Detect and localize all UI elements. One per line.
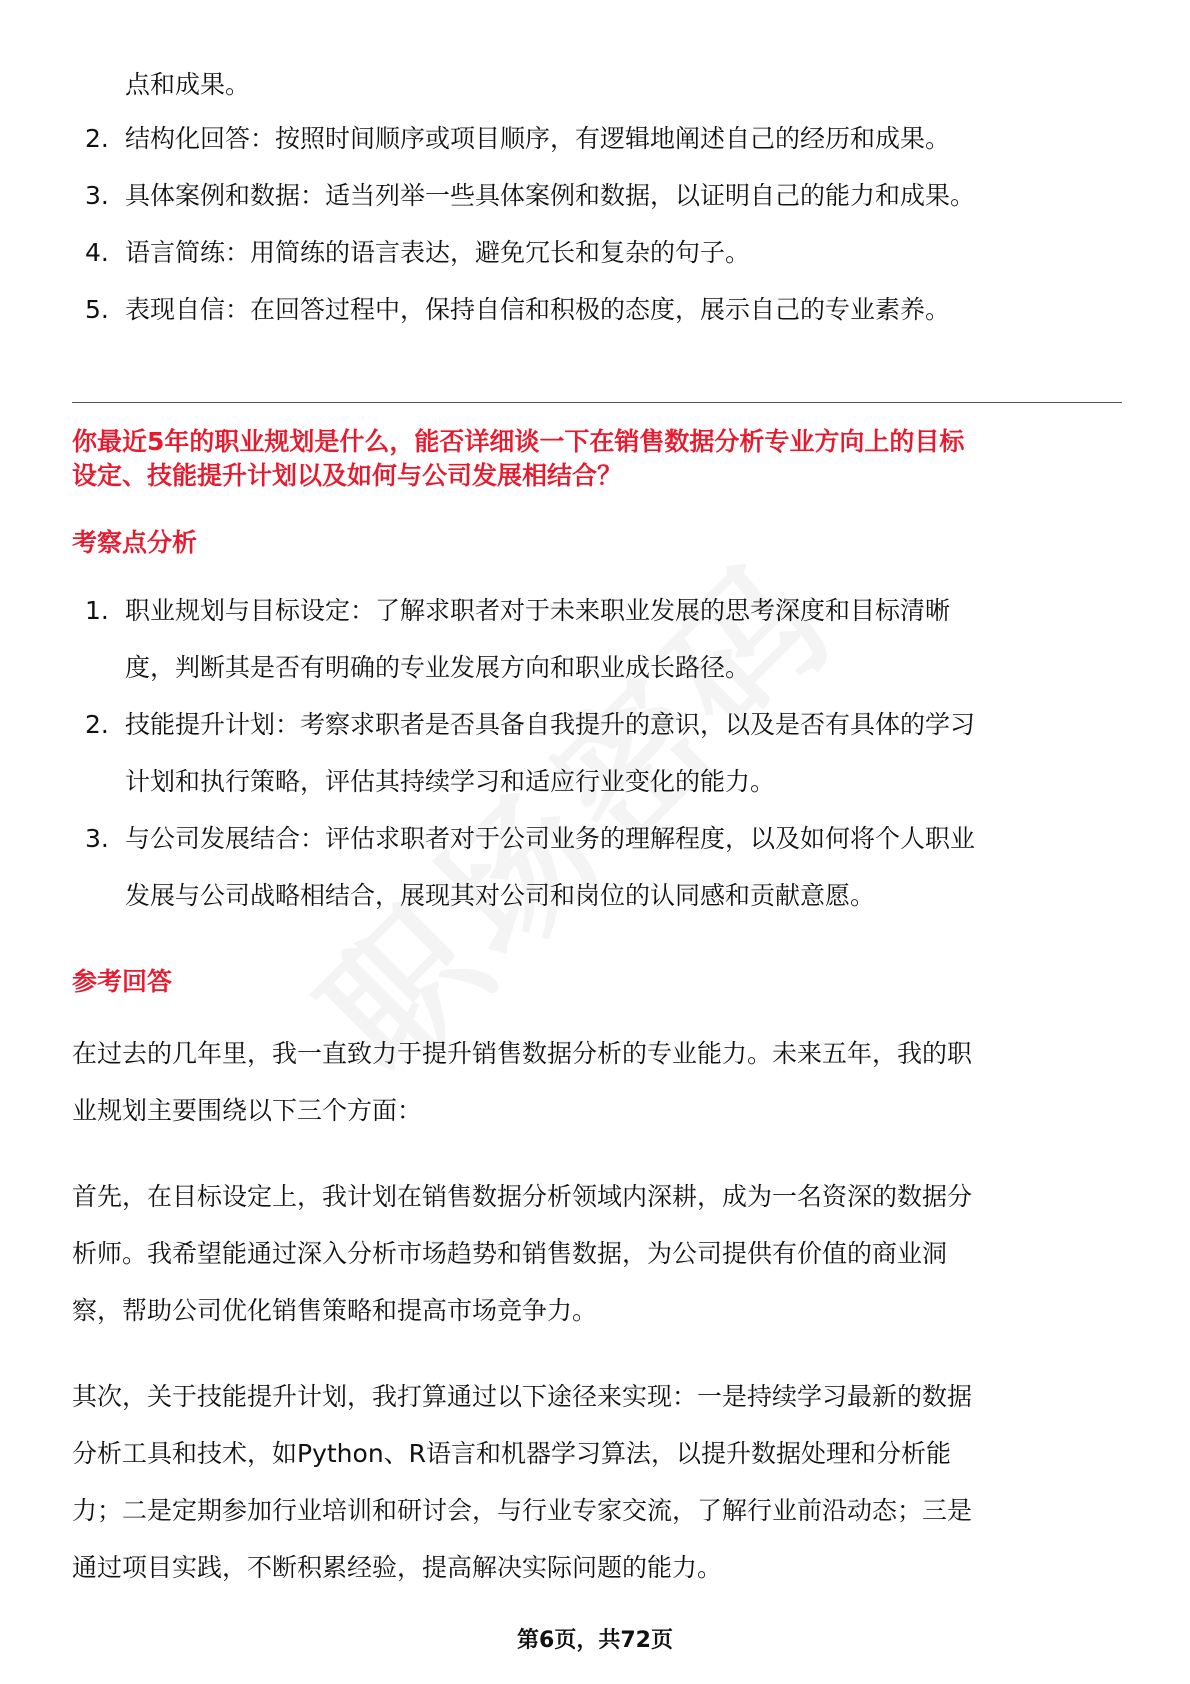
tips-list: [0, 110, 1190, 338]
list-item: [0, 810, 1190, 924]
list-number: 2.: [85, 710, 109, 739]
answer-paragraph: [72, 1025, 1122, 1139]
question-heading: [72, 425, 1132, 493]
paragraph-line: 力；二是定期参加行业培训和研讨会，与行业专家交流，了解行业前沿动态；三是: [72, 1496, 973, 1525]
page-footer: 第6页，共72页: [517, 1628, 673, 1653]
paragraph-line: 其次，关于技能提升计划，我打算通过以下途径来实现：一是持续学习最新的数据: [72, 1382, 973, 1411]
paragraph-line: 通过项目实践，不断积累经验，提高解决实际问题的能力。: [72, 1553, 723, 1582]
list-text: 技能提升计划：考察求职者是否具备自我提升的意识，以及是否有具体的学习: [125, 710, 976, 739]
list-text: 计划和执行策略，评估其持续学习和适应行业变化的能力。: [125, 767, 776, 796]
paragraph-line: 首先，在目标设定上，我计划在销售数据分析领域内深耕，成为一名资深的数据分: [72, 1182, 973, 1211]
list-text: 表现自信：在回答过程中，保持自信和积极的态度，展示自己的专业素养。: [125, 295, 951, 324]
list-number: 3.: [85, 181, 109, 210]
list-text: 度，判断其是否有明确的专业发展方向和职业成长路径。: [125, 653, 751, 682]
list-number: 3.: [85, 824, 109, 853]
answer-paragraph: [72, 1368, 1122, 1596]
list-text: 发展与公司战略相结合，展现其对公司和岗位的认同感和贡献意愿。: [125, 881, 876, 910]
question-line: 你最近5年的职业规划是什么，能否详细谈一下在销售数据分析专业方向上的目标: [72, 427, 965, 456]
list-item: [0, 110, 1190, 167]
list-item: [0, 167, 1190, 224]
list-number: 1.: [85, 596, 109, 625]
list-text: 语言简练：用简练的语言表达，避免冗长和复杂的句子。: [125, 238, 751, 267]
paragraph-line: 分析工具和技术，如Python、R语言和机器学习算法，以提升数据处理和分析能: [72, 1439, 952, 1468]
question-line: 设定、技能提升计划以及如何与公司发展相结合？: [72, 461, 623, 490]
paragraph-line: 在过去的几年里，我一直致力于提升销售数据分析的专业能力。未来五年，我的职: [72, 1039, 973, 1068]
list-text: 结构化回答：按照时间顺序或项目顺序，有逻辑地阐述自己的经历和成果。: [125, 124, 951, 153]
answer-paragraph: [72, 1168, 1122, 1339]
analysis-list: [0, 582, 1190, 924]
list-text: 具体案例和数据：适当列举一些具体案例和数据，以证明自己的能力和成果。: [125, 181, 976, 210]
analysis-heading: 考察点分析: [72, 528, 198, 557]
list-text: 与公司发展结合：评估求职者对于公司业务的理解程度，以及如何将个人职业: [125, 824, 976, 853]
list-item: [0, 582, 1190, 696]
paragraph-line: 业规划主要围绕以下三个方面：: [72, 1096, 423, 1125]
paragraph-line: 析师。我希望能通过深入分析市场趋势和销售数据，为公司提供有价值的商业洞: [72, 1239, 948, 1268]
list-item: [0, 696, 1190, 810]
list-number: 5.: [85, 295, 109, 324]
paragraph-line: 察，帮助公司优化销售策略和提高市场竞争力。: [72, 1296, 598, 1325]
section-divider: [72, 402, 1122, 403]
list-text: 职业规划与目标设定：了解求职者对于未来职业发展的思考深度和目标清晰: [125, 596, 951, 625]
list-item: [0, 224, 1190, 281]
list-item-continuation: 点和成果。: [125, 70, 251, 99]
list-number: 2.: [85, 124, 109, 153]
answer-heading: 参考回答: [72, 967, 173, 996]
list-number: 4.: [85, 238, 109, 267]
list-item: [0, 281, 1190, 338]
